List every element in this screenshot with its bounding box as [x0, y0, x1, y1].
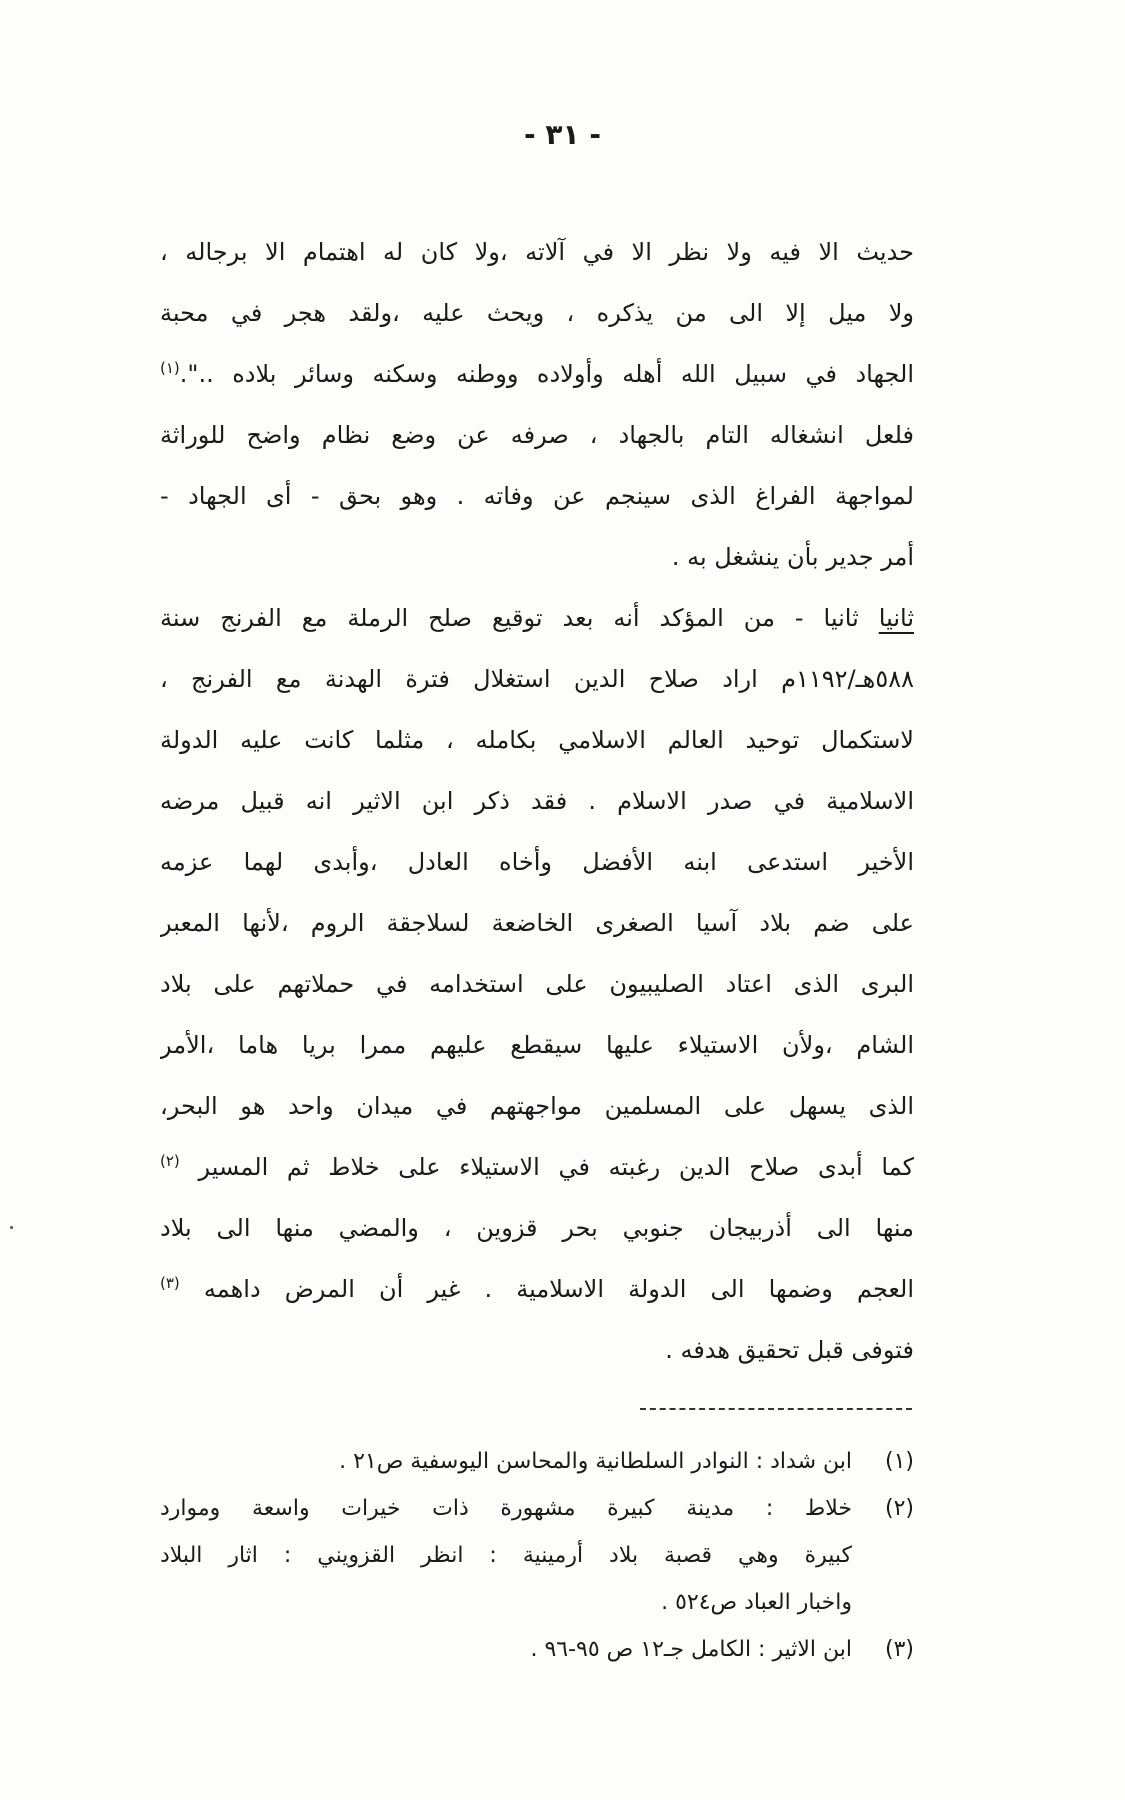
body-line-7-text: ثانيا - من المؤكد أنه بعد توقيع صلح الرملة مع الفرنج سنة	[160, 604, 859, 632]
footnote-1-body	[160, 1438, 852, 1485]
body-line-15: الذى يسهل على المسلمين مواجهتهم في ميدان واحد هو البحر،	[160, 1092, 914, 1120]
footnote-1-line-1: ابن شداد : النوادر السلطانية والمحاسن اليوسفية ص٢١ .	[339, 1449, 852, 1474]
body-line-16-text: كما أبدى صلاح الدين رغبته في الاستيلاء على خلاط ثم المسير	[198, 1153, 914, 1181]
footnote-2-line-3: واخبار العباد ص٥٢٤ .	[661, 1590, 852, 1615]
body-line-14: الشام ،ولأن الاستيلاء عليها سيقطع عليهم ممرا بريا هاما ،الأمر	[160, 1031, 914, 1059]
body-line-10: الاسلامية في صدر الاسلام . فقد ذكر ابن الاثير انه قبيل مرضه	[160, 787, 914, 815]
footnote-mark-1: (١)	[160, 359, 180, 377]
body-text	[160, 222, 914, 1381]
footnote-3-line-1: ابن الاثير : الكامل جـ١٢ ص ٩٥-٩٦ .	[530, 1637, 852, 1662]
body-line-9: لاستكمال توحيد العالم الاسلامي بكامله ، مثلما كانت عليه الدولة	[160, 726, 914, 754]
body-line-1: حديث الا فيه ولا نظر الا في آلاته ،ولا كان له اهتمام الا برجاله ،	[160, 238, 914, 266]
footnote-1	[160, 1438, 914, 1485]
body-line-12: على ضم بلاد آسيا الصغرى الخاضعة لسلاجقة الروم ،لأنها المعبر	[160, 909, 914, 937]
footnote-2-number: (٢)	[884, 1496, 914, 1521]
body-line-13: البرى الذى اعتاد الصليبيون على استخدامه في حملاتهم على بلاد	[160, 970, 914, 998]
page-number: - ٣١ -	[524, 118, 601, 151]
body-line-11: الأخير استدعى ابنه الأفضل وأخاه العادل ،وأبدى لهما عزمه	[160, 848, 914, 876]
body-line-18	[160, 1259, 914, 1320]
body-line-6: أمر جدير بأن ينشغل به .	[671, 543, 914, 571]
body-line-16	[160, 1137, 914, 1198]
scan-speck	[10, 1226, 13, 1229]
footnote-mark-2: (٢)	[160, 1152, 180, 1170]
body-line-2: ولا ميل إلا الى من يذكره ، ويحث عليه ،ولقد هجر في محبة	[160, 299, 914, 327]
footnote-separator	[640, 1408, 912, 1410]
footnote-2-line-1: خلاط : مدينة كبيرة مشهورة ذات خيرات واسعة وموارد	[160, 1496, 852, 1521]
body-line-3-text: الجهاد في سبيل الله أهله وأولاده ووطنه وسكنه وسائر بلاده ..".	[179, 360, 914, 388]
body-line-18-text: العجم وضمها الى الدولة الاسلامية . غير أن المرض داهمه	[203, 1275, 914, 1303]
footnote-3-number: (٣)	[884, 1637, 914, 1662]
section-lead-word: ثانيا	[878, 604, 914, 632]
footnote-3	[160, 1626, 914, 1673]
footnote-2-body	[160, 1485, 852, 1626]
footnote-2-line-2: كبيرة وهي قصبة بلاد أرمينية : انظر القزويني : اثار البلاد	[160, 1543, 852, 1568]
footnotes	[160, 1438, 914, 1673]
footnote-2	[160, 1485, 914, 1626]
body-line-5: لمواجهة الفراغ الذى سينجم عن وفاته . وهو بحق - أى الجهاد -	[160, 482, 914, 510]
body-line-17: منها الى أذربيجان جنوبي بحر قزوين ، والمضي منها الى بلاد	[160, 1214, 914, 1242]
footnote-1-number: (١)	[884, 1449, 914, 1474]
body-line-3	[160, 344, 914, 405]
body-line-7	[160, 588, 914, 649]
body-line-8: ٥٨٨هـ/١١٩٢م اراد صلاح الدين استغلال فترة الهدنة مع الفرنج ،	[160, 665, 914, 693]
body-line-4: فلعل انشغاله التام بالجهاد ، صرفه عن وضع نظام واضح للوراثة	[160, 421, 914, 449]
body-line-19: فتوفى قبل تحقيق هدفه .	[665, 1336, 914, 1364]
footnote-3-body	[160, 1626, 852, 1673]
footnote-mark-3: (٣)	[160, 1274, 180, 1292]
